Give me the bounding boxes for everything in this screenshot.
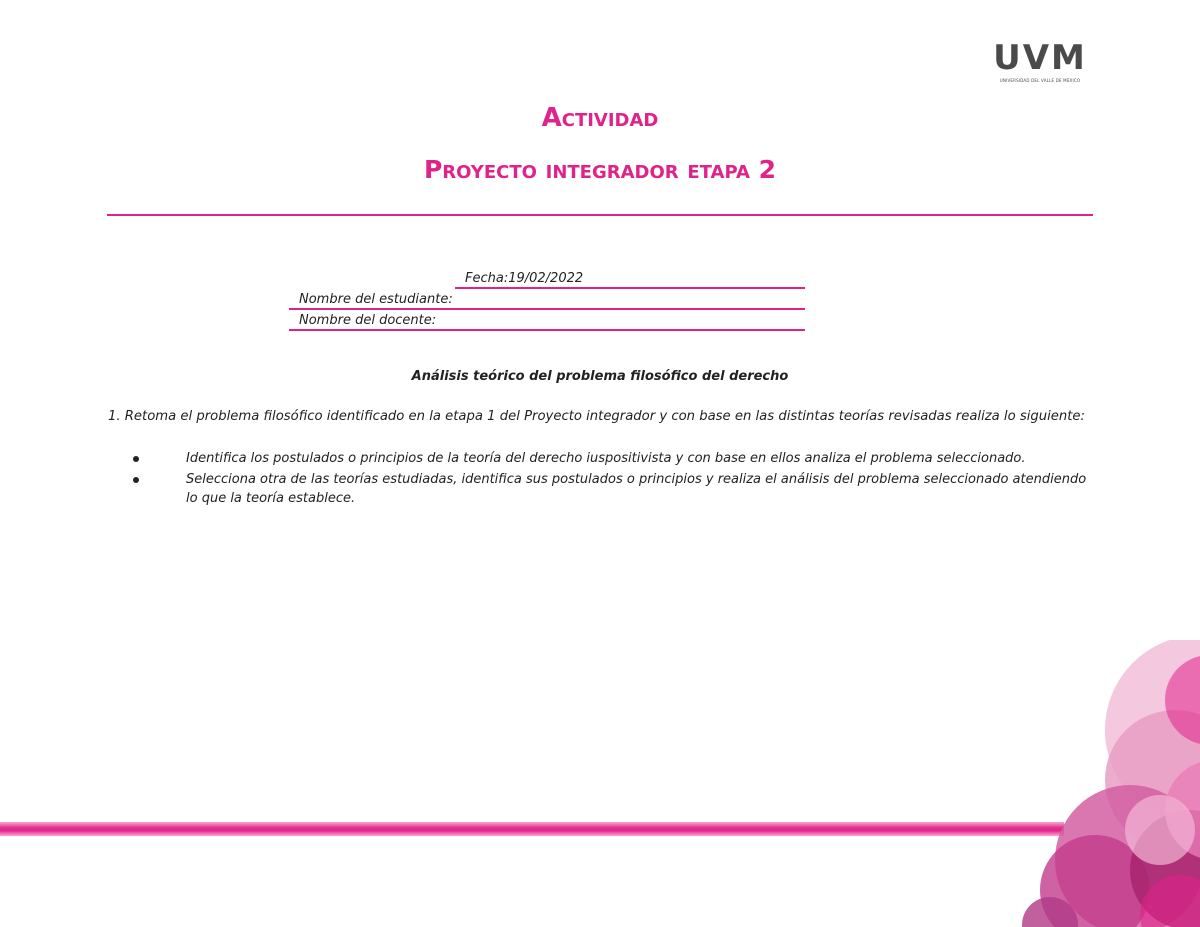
uvm-logo (990, 40, 1090, 88)
date-underline (455, 287, 805, 289)
page-title: Actividad (541, 103, 659, 133)
header-divider (107, 214, 1093, 216)
bullet-icon (133, 456, 139, 462)
list-item (133, 449, 1108, 468)
student-name-field (289, 290, 805, 310)
decorative-circles-graphic (1000, 640, 1200, 927)
footer-bar (0, 822, 1064, 836)
list-item (133, 470, 1108, 508)
page-subtitle: Proyecto integrador etapa 2 (423, 155, 777, 184)
logo-subtitle: UNIVERSIDAD DEL VALLE DE MÉXICO (999, 78, 1081, 83)
student-name-underline (289, 308, 805, 310)
logo-text: UVM (993, 38, 1087, 78)
teacher-name-underline (289, 329, 805, 331)
date-field (289, 271, 805, 289)
teacher-name-label: Nombre del docente: (299, 313, 437, 328)
student-name-label: Nombre del estudiante: (299, 292, 453, 307)
teacher-name-field (289, 311, 805, 331)
list-item-text: Identifica los postulados o principios de la teoría del derecho iuspositivista y con base en ellos analiza el problema seleccionado. (186, 451, 1026, 466)
instruction-paragraph: 1. Retoma el problema filosófico identificado en la etapa 1 del Proyecto integrador y con base en las distintas teorías revisadas realiza lo siguiente: (108, 409, 1085, 424)
instruction-list (133, 449, 1108, 510)
date-text: Fecha:19/02/2022 (465, 271, 584, 286)
bullet-icon (133, 477, 139, 483)
section-heading: Análisis teórico del problema filosófico del derecho (411, 369, 789, 384)
list-item-text: Selecciona otra de las teorías estudiadas, identifica sus postulados o principios y realiza el análisis del problema seleccionado atendiendo lo que la teoría establece. (186, 472, 1087, 506)
